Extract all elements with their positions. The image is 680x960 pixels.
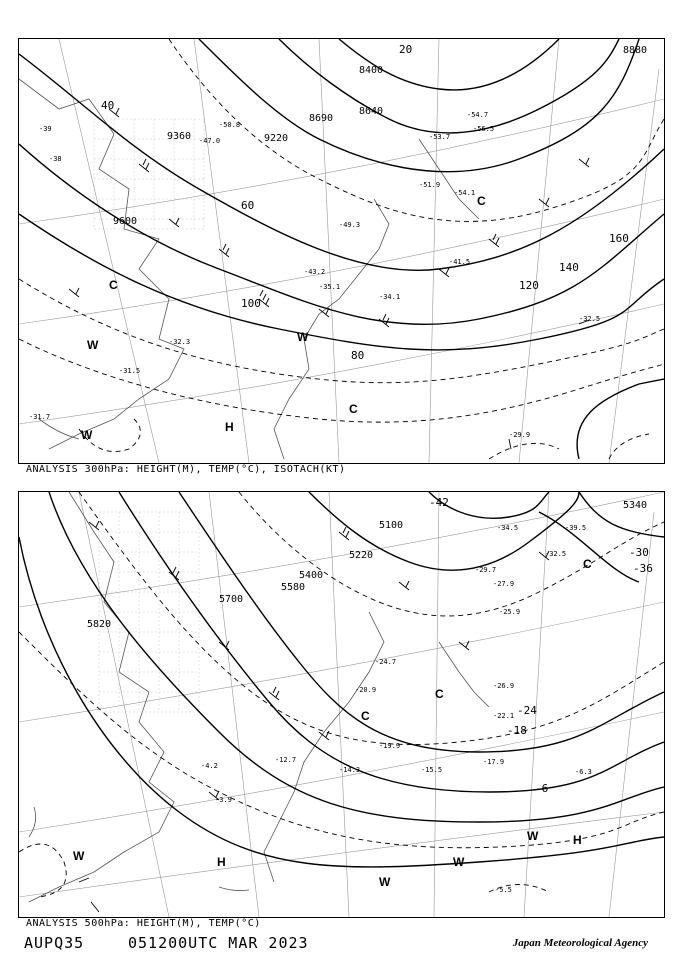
temp-label: -24	[517, 704, 537, 717]
temp-label: -32.3	[169, 338, 191, 346]
height-label: 8880	[623, 45, 648, 56]
temp-label: -29.7	[475, 566, 497, 574]
temp-label: -49.3	[339, 221, 361, 229]
isotach-label: 120	[519, 279, 539, 292]
temp-label: -43.2	[304, 268, 326, 276]
warm-center-label: W	[379, 875, 391, 889]
chart-panel-500hpa	[18, 491, 665, 918]
temp-label: -25.9	[499, 608, 521, 616]
isotach-label: 140	[559, 261, 579, 274]
height-label: 8400	[359, 65, 384, 76]
height-label: 5820	[87, 619, 112, 630]
warm-center-label: W	[81, 428, 93, 442]
temp-label: -31.7	[29, 413, 51, 421]
temp-label: -17.9	[483, 758, 505, 766]
temp-label: -31.5	[119, 367, 141, 375]
height-label: 8640	[359, 106, 384, 117]
temp-label: -34.1	[379, 293, 401, 301]
temp-label: -42	[429, 496, 449, 509]
temp-label: -53.7	[429, 133, 451, 141]
temp-label: -30	[629, 546, 649, 559]
temp-label: -14.3	[339, 766, 361, 774]
height-label: 8690	[309, 113, 334, 124]
isotach-label: 100	[241, 297, 261, 310]
isotach-label: 160	[609, 232, 629, 245]
temperature-contours-500	[19, 492, 664, 897]
temp-label: -32.5	[579, 315, 601, 323]
height-label: 9600	[113, 216, 138, 227]
height-labels-500	[87, 500, 647, 630]
temp-label: -34.5	[497, 524, 519, 532]
height-label: 5700	[219, 594, 244, 605]
height-label: 5340	[623, 500, 648, 511]
height-label: 9220	[264, 133, 289, 144]
temp-label: -50.8	[219, 121, 241, 129]
temp-contour-labels-500	[429, 496, 653, 795]
map-500hpa	[19, 492, 664, 917]
warm-center-label: W	[87, 338, 99, 352]
temp-label: -4.2	[201, 762, 218, 770]
pressure-centers-300	[81, 194, 486, 442]
temp-label: -38	[49, 155, 62, 163]
temp-label: -27.9	[493, 580, 515, 588]
temp-label: -54.7	[467, 111, 489, 119]
height-label: 5580	[281, 582, 306, 593]
temp-label: -41.5	[449, 258, 471, 266]
temp-label: -56.5	[473, 125, 495, 133]
isotach-contours-300	[19, 39, 664, 459]
temp-label: -20.9	[355, 686, 377, 694]
coastline-300	[19, 79, 479, 459]
temp-label: -32.5	[545, 550, 567, 558]
height-label: 5220	[349, 550, 374, 561]
product-id: AUPQ35	[24, 934, 85, 952]
cold-center-label: C	[109, 278, 118, 292]
isotach-label: 60	[241, 199, 255, 212]
temp-label: -39	[39, 125, 52, 133]
temp-label: -47.0	[199, 137, 221, 145]
caption-500hpa: ANALYSIS 500hPa: HEIGHT(M), TEMP(°C)	[26, 918, 261, 929]
temp-label: -24.7	[375, 658, 397, 666]
temp-label: -18	[507, 724, 527, 737]
warm-center-label: W	[453, 855, 465, 869]
high-center-label: H	[225, 420, 234, 434]
temp-label: -12.7	[275, 756, 297, 764]
height-label: 9360	[167, 131, 192, 142]
temp-label: -5.5	[495, 886, 512, 894]
agency-name: Japan Meteorological Agency	[512, 937, 648, 949]
temp-label: -19.9	[379, 742, 401, 750]
cold-center-label: C	[361, 709, 370, 723]
temp-label: -35.1	[319, 283, 341, 291]
temp-label: -29.9	[509, 431, 531, 439]
temp-label: -36	[633, 562, 653, 575]
temp-label: -3.9	[215, 796, 232, 804]
isotach-label: 40	[101, 99, 115, 112]
isotach-label: 80	[351, 349, 365, 362]
height-label: 5400	[299, 570, 324, 581]
height-contours-500	[19, 492, 664, 867]
cold-center-label: C	[435, 687, 444, 701]
warm-center-label: W	[73, 849, 85, 863]
temp-label: -51.9	[419, 181, 441, 189]
map-300hpa	[19, 39, 664, 463]
isotach-label: 20	[399, 43, 413, 56]
caption-300hpa: ANALYSIS 300hPa: HEIGHT(M), TEMP(°C), ISOTACH(KT)	[26, 464, 346, 475]
cold-center-label: C	[349, 402, 358, 416]
valid-time: 051200UTC MAR 2023	[128, 934, 309, 952]
temp-label: -6	[535, 782, 549, 795]
isotach-labels-300	[101, 43, 629, 362]
cold-center-label: C	[583, 557, 592, 571]
temp-label: -15.5	[421, 766, 443, 774]
temp-label: -39.5	[565, 524, 587, 532]
height-contours-300	[19, 39, 664, 459]
height-label: 5100	[379, 520, 404, 531]
high-center-label: H	[573, 833, 582, 847]
cold-center-label: C	[477, 194, 486, 208]
temp-label: -26.9	[493, 682, 515, 690]
high-center-label: H	[217, 855, 226, 869]
warm-center-label: W	[527, 829, 539, 843]
graticule-300	[19, 39, 664, 463]
warm-center-label: W	[297, 330, 309, 344]
pressure-centers-500	[73, 557, 592, 889]
chart-panel-300hpa	[18, 38, 665, 464]
temp-label: -6.3	[575, 768, 592, 776]
temp-label: -54.1	[454, 189, 476, 197]
temp-label: -22.1	[493, 712, 515, 720]
